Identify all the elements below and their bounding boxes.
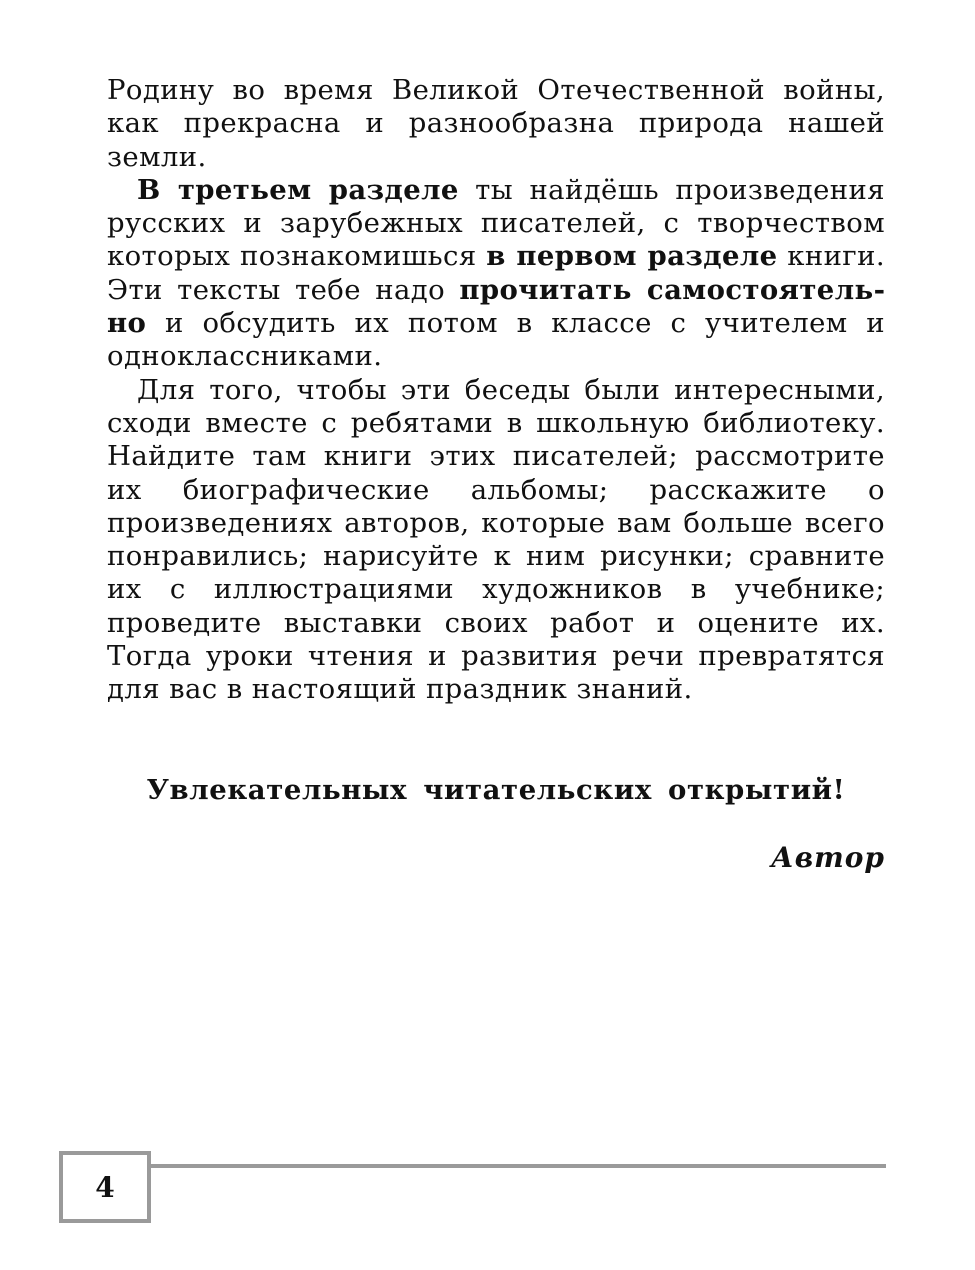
emphasis-third-section: В третьем разделе xyxy=(137,173,459,206)
page-body xyxy=(107,74,885,707)
paragraph-third-section xyxy=(107,174,885,374)
paragraph-2-text-3: и обсудить их потом в классе с учителем и одноклассниками. xyxy=(107,307,885,373)
page-number-box xyxy=(59,1151,151,1223)
paragraph-library-advice xyxy=(107,374,885,707)
paragraph-1-text: Родину во время Великой Отечественной войны, как прекрасна и разнообразна природа нашей земли. xyxy=(107,74,885,173)
emphasis-first-section: в первом разделе xyxy=(486,240,778,273)
closing-wishes: Увлекательных читательских открытий! xyxy=(146,774,846,806)
paragraph-2-text-1: ты найдёшь произведения русских и зарубежных писателей, с творчеством которых познакомишься xyxy=(107,173,885,273)
emphasis-read-independently: прочитать самостоятельно xyxy=(107,273,885,340)
paragraph-continuation xyxy=(107,74,885,174)
page-number: 4 xyxy=(95,1170,115,1204)
footer-rule xyxy=(148,1164,886,1168)
author-signature: Автор xyxy=(770,841,885,874)
paragraph-3-text: Для того, чтобы эти беседы были интересными, сходи вместе с ребятами в школьную библиотеку. Найдите там книги этих писателей; рассмотрите их биографические альбомы; расскажите о произведениях авторов, которые вам больше всего понравились; нарисуйте к ним рисунки; сравните их с иллюстрациями художников в учебнике; проведите выставки своих работ и оцените их. Тогда уроки чтения и развития речи превратятся для вас в настоящий праздник знаний. xyxy=(107,373,885,706)
paragraph-2-text-2: книги. Эти тексты тебе надо xyxy=(107,240,885,306)
